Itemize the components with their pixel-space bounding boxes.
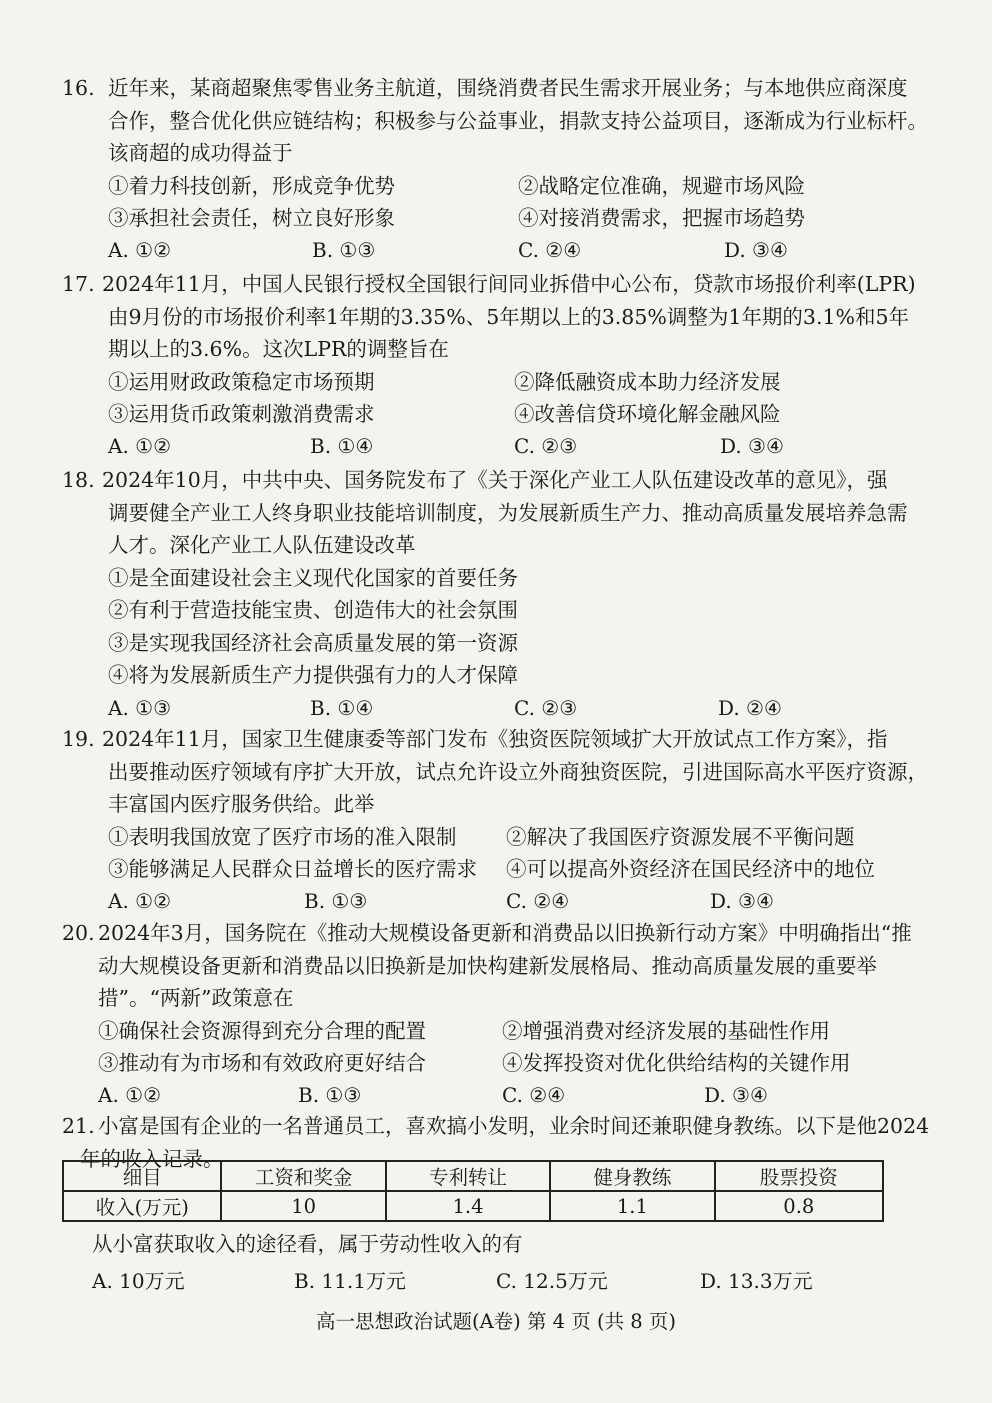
statement-row xyxy=(62,1047,928,1079)
question-21-prompt: 从小富获取收入的途径看，属于劳动性收入的有 xyxy=(92,1232,523,1256)
statement-2: ②有利于营造技能宝贵、创造伟大的社会氛围 xyxy=(108,598,518,622)
question-16-line-1: 16. 近年来，某商超聚焦零售业务主航道，围绕消费者民生需求开展业务；与本地供应商深度 xyxy=(62,72,928,105)
page-footer: 高一思想政治试题(A卷) 第 4 页 (共 8 页) xyxy=(315,1310,677,1333)
statement-row xyxy=(62,1015,928,1047)
table-row xyxy=(63,1191,883,1221)
question-20-line-1: 20. 2024年3月，国务院在《推动大规模设备更新和消费品以旧换新行动方案》中明确指出“推 xyxy=(62,917,928,950)
answer-c: C. ②③ xyxy=(514,695,578,720)
statement-row xyxy=(62,821,928,853)
answer-a: A. ①② xyxy=(108,888,172,913)
answer-c: C. ②④ xyxy=(518,237,582,262)
question-number: 18. xyxy=(62,468,95,492)
answer-row xyxy=(62,1079,928,1111)
answer-b: B. ①④ xyxy=(310,695,374,720)
question-21-continued xyxy=(62,1228,928,1297)
statement-3: ③运用货币政策刺激消费需求 xyxy=(108,401,375,426)
statement-3: ③能够满足人民群众日益增长的医疗需求 xyxy=(108,856,477,881)
answer-d: D. ②④ xyxy=(718,695,782,720)
table-cell: 1.1 xyxy=(550,1191,714,1221)
statement-row xyxy=(62,853,928,885)
question-19-line-3: 丰富国内医疗服务供给。此举 xyxy=(108,792,375,816)
question-17 xyxy=(62,268,928,462)
table-header-cell: 工资和奖金 xyxy=(221,1161,385,1191)
question-16-line-3: 该商超的成功得益于 xyxy=(108,141,293,165)
answer-d: D. ③④ xyxy=(710,888,774,913)
answer-row xyxy=(62,234,928,266)
statement-3: ③推动有为市场和有效政府更好结合 xyxy=(98,1050,426,1075)
statement-row xyxy=(62,398,928,430)
question-number: 21. xyxy=(62,1114,95,1138)
question-19-line-1: 19. 2024年11月，国家卫生健康委等部门发布《独资医院领域扩大开放试点工作方案》，指 xyxy=(62,723,928,756)
answer-a: A. ①② xyxy=(108,433,172,458)
statement-row xyxy=(62,170,928,202)
statement-2: ②战略定位准确，规避市场风险 xyxy=(518,173,805,198)
table-cell: 0.8 xyxy=(715,1191,883,1221)
question-17-line-2: 由9月份的市场报价利率1年期的3.35%、5年期以上的3.85%调整为1年期的3.1%和5年 xyxy=(108,304,910,329)
question-18-line-2: 调要健全产业工人终身职业技能培训制度，为发展新质生产力、推动高质量发展培养急需 xyxy=(108,500,908,525)
question-20-line-3: 措”。“两新”政策意在 xyxy=(98,986,294,1010)
table-header-cell: 股票投资 xyxy=(715,1161,883,1191)
statement-3: ③承担社会责任，树立良好形象 xyxy=(108,205,395,230)
answer-a: A. ①② xyxy=(108,237,172,262)
question-21-line-2: 年的收入记录。 xyxy=(80,1146,224,1171)
income-table xyxy=(62,1160,884,1222)
answer-b: B. 11.1万元 xyxy=(294,1268,406,1293)
answer-c: C. ②④ xyxy=(506,888,570,913)
answer-a: A. ①② xyxy=(98,1082,162,1107)
table-cell: 收入(万元) xyxy=(63,1191,221,1221)
question-19-line-2: 出要推动医疗领域有序扩大开放，试点允许设立外商独资医院，引进国际高水平医疗资源， xyxy=(108,759,928,784)
question-18-line-3: 人才。深化产业工人队伍建设改革 xyxy=(108,533,416,557)
question-18-line-1: 18. 2024年10月，中共中央、国务院发布了《关于深化产业工人队伍建设改革的意见》，强 xyxy=(62,464,928,497)
answer-row xyxy=(62,885,928,917)
question-16 xyxy=(62,72,928,266)
answer-row xyxy=(62,1265,928,1297)
statement-1: ①着力科技创新，形成竞争优势 xyxy=(108,173,395,198)
statement-row xyxy=(62,366,928,398)
answer-d: D. ③④ xyxy=(720,433,784,458)
answer-c: C. ②④ xyxy=(502,1082,566,1107)
statement-4: ④发挥投资对优化供给结构的关键作用 xyxy=(502,1050,851,1075)
answer-a: A. 10万元 xyxy=(92,1268,185,1293)
question-20 xyxy=(62,917,928,1111)
answer-d: D. ③④ xyxy=(704,1082,768,1107)
question-20-line-2: 动大规模设备更新和消费品以旧换新是加快构建新发展格局、推动高质量发展的重要举 xyxy=(98,953,877,978)
question-17-line-3: 期以上的3.6%。这次LPR的调整旨在 xyxy=(108,337,449,361)
statement-2: ②增强消费对经济发展的基础性作用 xyxy=(502,1018,830,1043)
answer-c: C. ②③ xyxy=(514,433,578,458)
answer-b: B. ①③ xyxy=(298,1082,362,1107)
table-cell: 10 xyxy=(221,1191,385,1221)
answer-d: D. ③④ xyxy=(724,237,788,262)
table-header-cell: 健身教练 xyxy=(550,1161,714,1191)
question-number: 20. xyxy=(62,921,95,945)
statement-row xyxy=(62,202,928,234)
answer-b: B. ①③ xyxy=(304,888,368,913)
question-16-line-2: 合作，整合优化供应链结构；积极参与公益事业，捐款支持公益项目，逐渐成为行业标杆。 xyxy=(108,108,928,133)
question-number: 17. xyxy=(62,272,95,296)
answer-row xyxy=(62,692,928,724)
table-header-row xyxy=(63,1161,883,1191)
table-header-cell: 细目 xyxy=(63,1161,221,1191)
statement-1: ①表明我国放宽了医疗市场的准入限制 xyxy=(108,824,457,849)
question-19 xyxy=(62,723,928,917)
statement-1: ①运用财政政策稳定市场预期 xyxy=(108,369,375,394)
statement-4: ④将为发展新质生产力提供强有力的人才保障 xyxy=(108,663,518,687)
question-21-line-1: 21. 小富是国有企业的一名普通员工，喜欢搞小发明，业余时间还兼职健身教练。以下是他2024 xyxy=(62,1110,928,1143)
answer-b: B. ①④ xyxy=(310,433,374,458)
table-header-cell: 专利转让 xyxy=(386,1161,550,1191)
statement-1: ①是全面建设社会主义现代化国家的首要任务 xyxy=(108,565,518,590)
answer-row xyxy=(62,430,928,462)
statement-1: ①确保社会资源得到充分合理的配置 xyxy=(98,1018,426,1043)
statement-4: ④改善信贷环境化解金融风险 xyxy=(514,401,781,426)
answer-b: B. ①③ xyxy=(312,237,376,262)
question-number: 16. xyxy=(62,76,95,100)
question-17-line-1: 17. 2024年11月，中国人民银行授权全国银行间同业拆借中心公布，贷款市场报价利率(LPR) xyxy=(62,268,928,301)
answer-a: A. ①③ xyxy=(108,695,172,720)
statement-2: ②解决了我国医疗资源发展不平衡问题 xyxy=(506,824,855,849)
table-cell: 1.4 xyxy=(386,1191,550,1221)
statement-2: ②降低融资成本助力经济发展 xyxy=(514,369,781,394)
question-number: 19. xyxy=(62,727,95,751)
statement-3: ③是实现我国经济社会高质量发展的第一资源 xyxy=(108,630,518,655)
question-18 xyxy=(62,464,928,724)
answer-d: D. 13.3万元 xyxy=(700,1268,813,1293)
statement-4: ④可以提高外资经济在国民经济中的地位 xyxy=(506,856,875,881)
answer-c: C. 12.5万元 xyxy=(496,1268,608,1293)
statement-4: ④对接消费需求，把握市场趋势 xyxy=(518,205,805,230)
